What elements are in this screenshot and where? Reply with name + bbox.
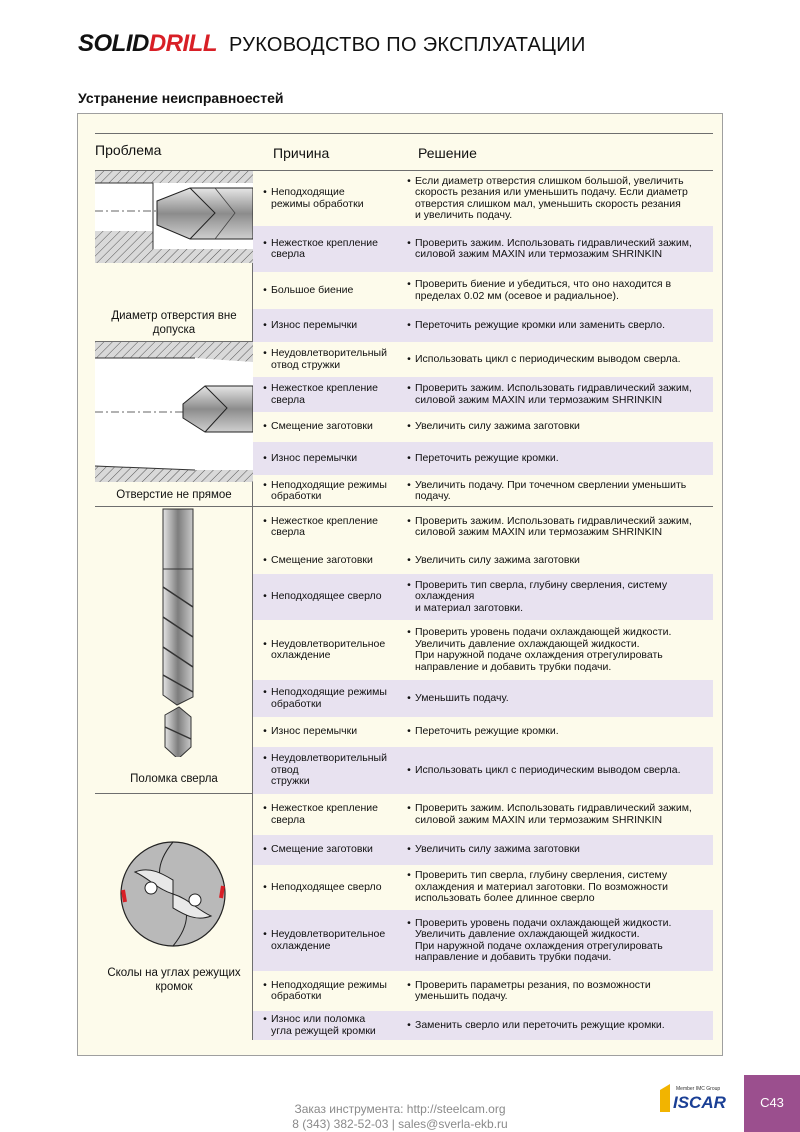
section-breakage bbox=[95, 507, 713, 794]
page-number-tab: C43 bbox=[744, 1075, 800, 1132]
bullet-icon: • bbox=[407, 553, 411, 566]
table-row bbox=[253, 272, 713, 309]
bullet-icon: • bbox=[407, 869, 411, 882]
rows-container bbox=[253, 342, 713, 506]
misaligned-drill-illustration bbox=[95, 342, 253, 482]
cause-text: Смещение заготовки bbox=[271, 553, 373, 566]
table-row bbox=[253, 620, 713, 680]
solution-text: Проверить тип сверла, глубину сверления, систему охлаждения и материал заготовки. bbox=[415, 578, 668, 614]
cause-cell bbox=[253, 320, 403, 332]
page-title: РУКОВОДСТВО ПО ЭКСПЛУАТАЦИИ bbox=[229, 34, 586, 56]
solution-cell bbox=[403, 453, 713, 465]
cause-text: Неподходящее сверло bbox=[271, 880, 382, 893]
table-row bbox=[253, 1011, 713, 1040]
solution-text: Увеличить подачу. При точечном сверлении уменьшить подачу. bbox=[415, 478, 687, 502]
section-diameter bbox=[95, 171, 713, 342]
cause-cell bbox=[253, 348, 403, 371]
solution-cell bbox=[403, 279, 713, 302]
cause-text: Износ перемычки bbox=[271, 451, 358, 464]
solution-cell bbox=[403, 1020, 713, 1032]
bullet-icon: • bbox=[263, 843, 267, 856]
solution-text: Переточить режущие кромки. bbox=[415, 725, 559, 738]
solution-text: Проверить уровень подачи охлаждающей жидкости. Увеличить давление охлаждающей жидкости. При наружной подаче охлаждения отрегулировать направление и добавить трубки подачи. bbox=[415, 916, 672, 963]
cause-text: Неподходящее сверло bbox=[271, 590, 382, 603]
cause-cell bbox=[253, 421, 403, 433]
solution-cell bbox=[403, 693, 713, 705]
rows-container bbox=[253, 507, 713, 793]
cause-text: Нежесткое крепление сверла bbox=[271, 236, 378, 260]
table-row bbox=[253, 574, 713, 620]
iscar-brand-name: ISCAR bbox=[673, 1093, 726, 1112]
problem-label: Диаметр отверстия вне допуска bbox=[111, 310, 237, 336]
problem-cell bbox=[95, 507, 253, 793]
bullet-icon: • bbox=[263, 802, 267, 814]
solution-text: Проверить зажим. Использовать гидравлический зажим, силовой зажим MAXIN или термозажим SHRINKIN bbox=[415, 236, 692, 260]
solution-cell bbox=[403, 421, 713, 433]
table-row bbox=[253, 507, 713, 547]
column-cause: Причина bbox=[273, 145, 330, 161]
cause-cell bbox=[253, 480, 403, 503]
section-not-straight bbox=[95, 342, 713, 507]
solution-text: Проверить параметры резания, по возможности уменьшить подачу. bbox=[415, 978, 651, 1002]
bullet-icon: • bbox=[263, 880, 267, 893]
solution-cell bbox=[403, 580, 713, 615]
bullet-icon: • bbox=[263, 236, 267, 249]
cause-cell bbox=[253, 383, 403, 406]
table-row bbox=[253, 835, 713, 865]
cause-text: Износ перемычки bbox=[271, 725, 358, 738]
cause-cell bbox=[253, 1014, 403, 1037]
solution-text: Проверить тип сверла, глубину сверления, систему охлаждения и материал заготовки. По возможности использовать более длинное сверло bbox=[415, 869, 669, 905]
bullet-icon: • bbox=[263, 514, 267, 527]
cause-text: Смещение заготовки bbox=[271, 843, 373, 856]
solution-cell bbox=[403, 176, 713, 222]
cause-cell bbox=[253, 591, 403, 603]
bullet-icon: • bbox=[263, 420, 267, 433]
cause-cell bbox=[253, 453, 403, 465]
bullet-icon: • bbox=[407, 174, 411, 187]
solution-cell bbox=[403, 765, 713, 777]
bullet-icon: • bbox=[263, 478, 267, 491]
drill-face-illustration bbox=[95, 794, 253, 954]
cause-cell bbox=[253, 238, 403, 261]
bullet-icon: • bbox=[407, 318, 411, 331]
bullet-icon: • bbox=[407, 916, 411, 929]
bullet-icon: • bbox=[407, 382, 411, 394]
table-row bbox=[253, 717, 713, 747]
bullet-icon: • bbox=[263, 725, 267, 738]
bullet-icon: • bbox=[407, 451, 411, 464]
solution-text: Если диаметр отверстия слишком большой, увеличить скорость резания или уменьшить подачу. Если диаметр отверстия слишком мал, уменьшить скорость резания и увеличить подачу. bbox=[415, 174, 688, 221]
solution-text: Использовать цикл с периодическим выводом сверла. bbox=[415, 763, 681, 776]
problem-label: Сколы на углах режущих кромок bbox=[107, 967, 241, 993]
table-row bbox=[253, 475, 713, 507]
iscar-member-text: Member IMC Group bbox=[676, 1086, 721, 1092]
solution-text: Использовать цикл с периодическим выводом сверла. bbox=[415, 352, 681, 365]
cause-cell bbox=[253, 516, 403, 539]
table-row bbox=[253, 442, 713, 475]
section-title: Устранение неисправноестей bbox=[78, 90, 284, 106]
bullet-icon: • bbox=[407, 691, 411, 704]
bullet-icon: • bbox=[263, 347, 267, 359]
cause-cell bbox=[253, 980, 403, 1003]
table-row bbox=[253, 680, 713, 717]
solution-cell bbox=[403, 238, 713, 261]
solution-cell bbox=[403, 320, 713, 332]
solution-text: Заменить сверло или переточить режущие кромки. bbox=[415, 1018, 665, 1031]
cause-cell bbox=[253, 187, 403, 210]
cause-text: Неудовлетворительный отвод стружки bbox=[271, 752, 387, 788]
bullet-icon: • bbox=[407, 725, 411, 738]
cause-cell bbox=[253, 882, 403, 894]
bullet-icon: • bbox=[263, 283, 267, 296]
table-row bbox=[253, 226, 713, 272]
table-row bbox=[253, 747, 713, 794]
bullet-icon: • bbox=[263, 752, 267, 765]
solution-text: Увеличить силу зажима заготовки bbox=[415, 843, 580, 856]
cause-text: Износ или поломка угла режущей кромки bbox=[271, 1013, 376, 1037]
bullet-icon: • bbox=[407, 236, 411, 249]
cause-text: Неподходящие режимы обработки bbox=[271, 186, 364, 210]
footer-order-link[interactable]: Заказ инструмента: http://steelcam.org bbox=[294, 1102, 506, 1116]
solution-text: Проверить уровень подачи охлаждающей жидкости. Увеличить давление охлаждающей жидкости. При наружной подаче охлаждения отрегулировать направление и добавить трубки подачи. bbox=[415, 626, 672, 673]
bullet-icon: • bbox=[263, 318, 267, 331]
bullet-icon: • bbox=[407, 626, 411, 638]
problem-cell bbox=[95, 794, 253, 1040]
problem-cell bbox=[95, 171, 253, 341]
bullet-icon: • bbox=[407, 843, 411, 856]
cause-cell bbox=[253, 844, 403, 856]
solution-text: Увеличить силу зажима заготовки bbox=[415, 553, 580, 566]
solid-drill-logo: SOLIDDRILL bbox=[78, 30, 217, 57]
cause-text: Неподходящие режимы обработки bbox=[271, 686, 387, 710]
section-chipping bbox=[95, 794, 713, 1040]
solution-cell bbox=[403, 354, 713, 366]
solution-text: Увеличить силу зажима заготовки bbox=[415, 420, 580, 433]
bullet-icon: • bbox=[263, 186, 267, 198]
solution-cell bbox=[403, 516, 713, 539]
solution-cell bbox=[403, 726, 713, 738]
solution-cell bbox=[403, 803, 713, 826]
footer-contacts[interactable]: 8 (343) 382-52-03 | sales@sverla-ekb.ru bbox=[292, 1117, 508, 1131]
cause-text: Нежесткое крепление сверла bbox=[271, 514, 378, 538]
solution-cell bbox=[403, 870, 713, 905]
bullet-icon: • bbox=[263, 451, 267, 464]
cause-text: Неподходящие режимы обработки bbox=[271, 978, 387, 1002]
solution-cell bbox=[403, 480, 713, 503]
drill-in-hole-illustration bbox=[95, 171, 253, 263]
bullet-icon: • bbox=[263, 1013, 267, 1025]
bullet-icon: • bbox=[407, 478, 411, 491]
solution-text: Проверить биение и убедиться, что оно находится в пределах 0.02 мм (осевое и радиальное). bbox=[415, 278, 672, 302]
bullet-icon: • bbox=[407, 802, 411, 814]
cause-text: Неудовлетворительное охлаждение bbox=[271, 928, 386, 952]
cause-text: Неудовлетворительный отвод стружки bbox=[271, 347, 387, 371]
table-row bbox=[253, 971, 713, 1011]
table-row bbox=[253, 412, 713, 442]
bullet-icon: • bbox=[263, 637, 267, 650]
rows-container bbox=[253, 171, 713, 341]
cause-cell bbox=[253, 285, 403, 297]
iscar-logo-icon bbox=[660, 1084, 730, 1112]
table-row bbox=[253, 309, 713, 342]
bullet-icon: • bbox=[407, 278, 411, 290]
problem-label: Отверстие не прямое bbox=[116, 489, 232, 501]
table-header bbox=[95, 133, 713, 171]
table-row bbox=[253, 865, 713, 910]
bullet-icon: • bbox=[263, 553, 267, 566]
cause-text: Нежесткое крепление сверла bbox=[271, 382, 378, 406]
rows-container bbox=[253, 794, 713, 1040]
cause-text: Износ перемычки bbox=[271, 318, 358, 331]
cause-cell bbox=[253, 803, 403, 826]
bullet-icon: • bbox=[407, 1018, 411, 1031]
solution-cell bbox=[403, 980, 713, 1003]
solution-cell bbox=[403, 918, 713, 964]
table-row bbox=[253, 910, 713, 971]
cause-text: Смещение заготовки bbox=[271, 420, 373, 433]
cause-text: Неподходящие режимы обработки bbox=[271, 478, 387, 502]
table-row bbox=[253, 171, 713, 226]
bullet-icon: • bbox=[263, 590, 267, 603]
cause-text: Нежесткое крепление сверла bbox=[271, 802, 378, 826]
cause-text: Большое биение bbox=[271, 283, 354, 296]
solution-text: Переточить режущие кромки. bbox=[415, 451, 559, 464]
bullet-icon: • bbox=[407, 420, 411, 433]
bullet-icon: • bbox=[263, 978, 267, 991]
problem-label: Поломка сверла bbox=[130, 773, 218, 785]
cause-cell bbox=[253, 726, 403, 738]
solution-text: Проверить зажим. Использовать гидравлический зажим, силовой зажим MAXIN или термозажим SHRINKIN bbox=[415, 382, 692, 406]
solution-cell bbox=[403, 627, 713, 673]
cause-cell bbox=[253, 555, 403, 567]
column-problem: Проблема bbox=[95, 142, 162, 158]
bullet-icon: • bbox=[407, 352, 411, 365]
bullet-icon: • bbox=[407, 578, 411, 591]
problem-cell bbox=[95, 342, 253, 506]
solution-text: Проверить зажим. Использовать гидравлический зажим, силовой зажим MAXIN или термозажим SHRINKIN bbox=[415, 802, 692, 826]
solution-cell bbox=[403, 844, 713, 856]
solution-text: Переточить режущие кромки или заменить сверло. bbox=[415, 318, 666, 331]
broken-drill-illustration bbox=[95, 507, 253, 757]
cause-cell bbox=[253, 687, 403, 710]
table-row bbox=[253, 794, 713, 835]
table-row bbox=[253, 377, 713, 412]
bullet-icon: • bbox=[263, 382, 267, 394]
bullet-icon: • bbox=[263, 928, 267, 940]
cause-text: Неудовлетворительное охлаждение bbox=[271, 637, 386, 661]
column-solution: Решение bbox=[418, 145, 477, 161]
bullet-icon: • bbox=[407, 763, 411, 776]
solution-text: Уменьшить подачу. bbox=[415, 691, 509, 704]
bullet-icon: • bbox=[407, 514, 411, 527]
table-row bbox=[253, 342, 713, 377]
bullet-icon: • bbox=[407, 978, 411, 991]
cause-cell bbox=[253, 639, 403, 662]
solution-cell bbox=[403, 555, 713, 567]
page-header bbox=[78, 30, 586, 64]
bullet-icon: • bbox=[263, 686, 267, 698]
cause-cell bbox=[253, 753, 403, 788]
table-row bbox=[253, 547, 713, 574]
cause-cell bbox=[253, 929, 403, 952]
solution-cell bbox=[403, 383, 713, 406]
solution-text: Проверить зажим. Использовать гидравлический зажим, силовой зажим MAXIN или термозажим SHRINKIN bbox=[415, 514, 692, 538]
